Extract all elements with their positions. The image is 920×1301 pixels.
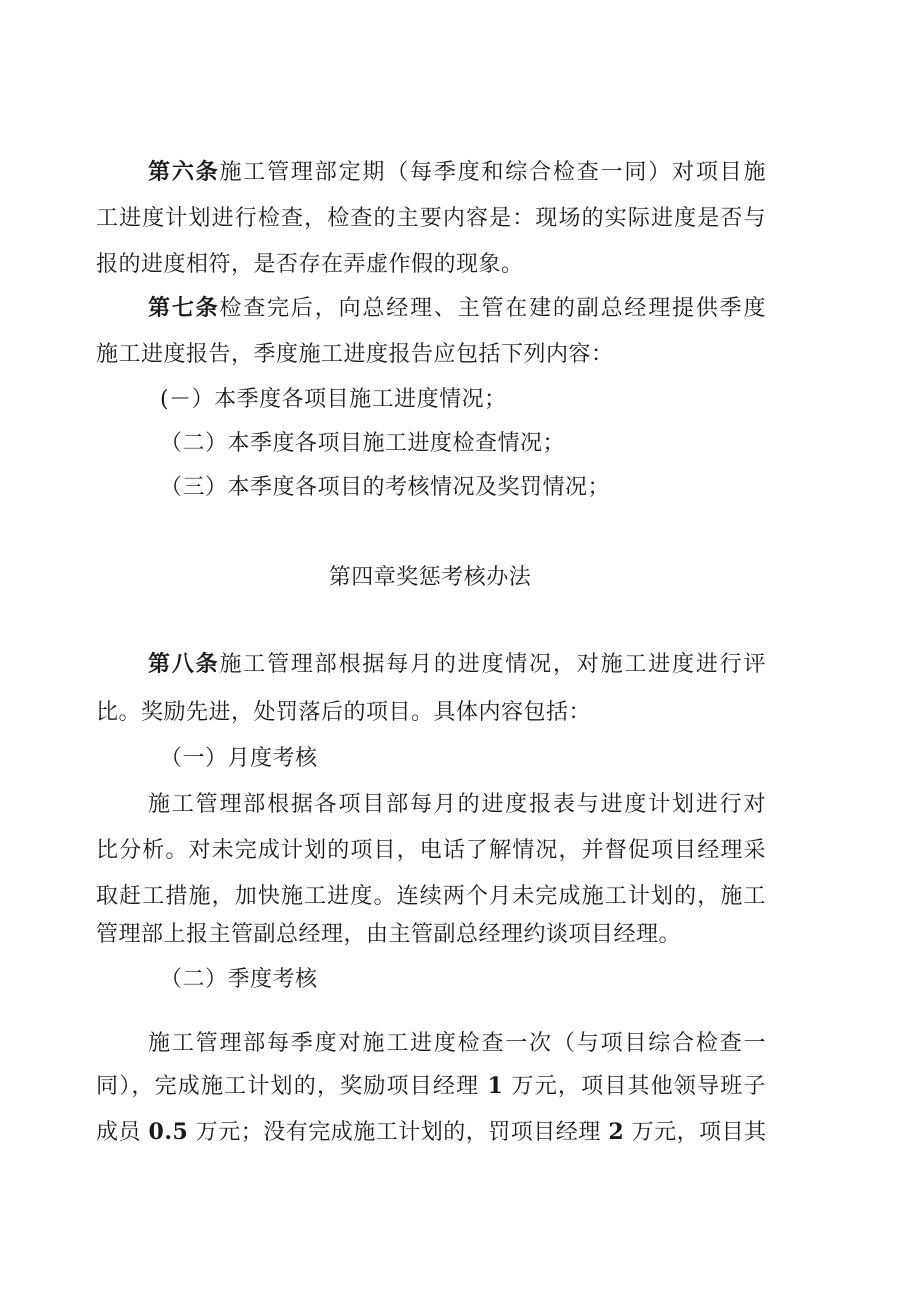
article8-text1: 施工管理部根据每月的进度情况，对施工进度进行评 bbox=[219, 652, 766, 677]
quarterly-reward-manager: 1 bbox=[487, 1073, 504, 1099]
article7-item-3: （三）本季度各项目的考核情况及奖罚情况； bbox=[160, 475, 611, 500]
article7-text1: 检查完后，向总经理、主管在建的副总经理提供季度 bbox=[219, 296, 766, 321]
quarterly-reward-members: 0.5 bbox=[148, 1119, 189, 1145]
chapter4-title: 第四章奖惩考核办法 bbox=[328, 565, 532, 590]
article6-line2: 工进度计划进行检查，检查的主要内容是：现场的实际进度是否与 bbox=[96, 206, 766, 231]
article8-label: 第八条 bbox=[148, 652, 220, 677]
quarterly-penalty-manager: 2 bbox=[608, 1119, 625, 1145]
quarterly-line1: 施工管理部每季度对施工进度检查一次（与项目综合检查一 bbox=[148, 1031, 766, 1056]
article7-line1 bbox=[148, 294, 766, 324]
quarterly-line2-b: 万元，项目其他领导班子 bbox=[511, 1074, 766, 1099]
quarterly-line2 bbox=[96, 1071, 766, 1102]
monthly-line3: 取赶工措施，加快施工进度。连续两个月未完成施工计划的，施工 bbox=[96, 884, 766, 909]
monthly-heading: （一）月度考核 bbox=[160, 746, 318, 771]
quarterly-line2-a: 同），完成施工计划的，奖励项目经理 bbox=[96, 1074, 480, 1099]
quarterly-heading: （二）季度考核 bbox=[160, 967, 318, 992]
quarterly-line3-b: 万元；没有完成施工计划的，罚项目经理 bbox=[195, 1120, 601, 1145]
monthly-line2: 比分析。对未完成计划的项目，电话了解情况，并督促项目经理采 bbox=[96, 838, 766, 863]
monthly-line4: 管理部上报主管副总经理，由主管副总经理约谈项目经理。 bbox=[96, 922, 682, 947]
article8-line1 bbox=[148, 650, 766, 680]
article8-line2: 比。奖励先进，处罚落后的项目。具体内容包括： bbox=[96, 700, 592, 725]
quarterly-line3-c: 万元，项目其 bbox=[631, 1120, 767, 1145]
article6-text1: 施工管理部定期（每季度和综合检查一同）对项目施 bbox=[219, 160, 766, 185]
quarterly-line3 bbox=[96, 1117, 766, 1148]
article7-line2: 施工进度报告，季度施工进度报告应包括下列内容： bbox=[96, 342, 614, 367]
article7-item-2: （二）本季度各项目施工进度检查情况； bbox=[160, 431, 566, 456]
article7-label: 第七条 bbox=[148, 296, 220, 321]
monthly-line1: 施工管理部根据各项目部每月的进度报表与进度计划进行对 bbox=[148, 792, 766, 817]
article6-label: 第六条 bbox=[148, 160, 220, 185]
article7-item-1: (－）本季度各项目施工进度情况； bbox=[160, 387, 507, 412]
quarterly-line3-a: 成员 bbox=[96, 1120, 142, 1145]
article6-line3: 报的进度相符，是否存在弄虚作假的现象。 bbox=[96, 252, 524, 277]
article6-line1 bbox=[148, 158, 766, 188]
